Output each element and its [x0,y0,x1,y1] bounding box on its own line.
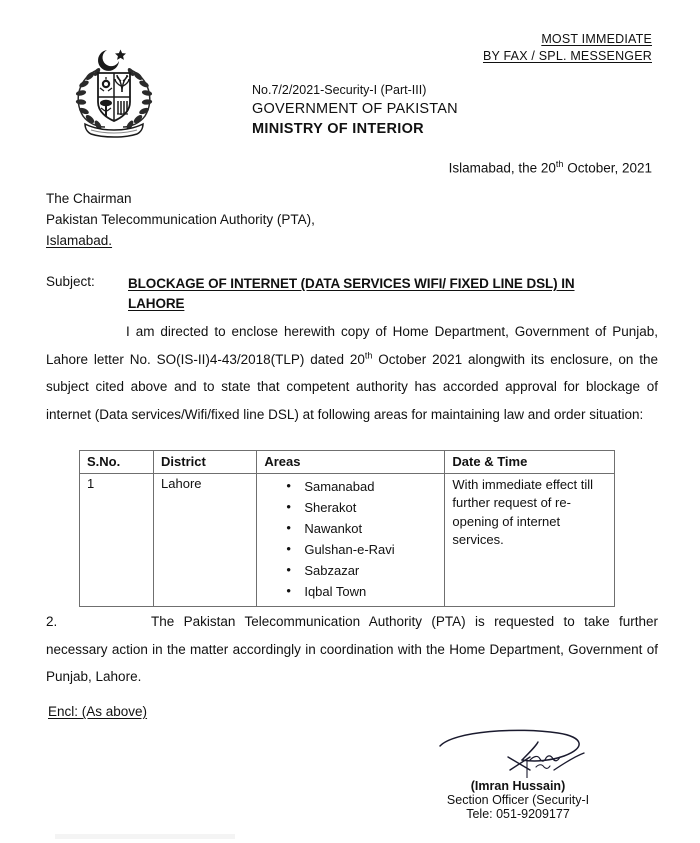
dateline-suffix: October, 2021 [563,160,652,176]
blocked-areas-table [79,450,615,607]
page-edge-artifact [55,834,235,839]
letterhead [252,82,458,139]
state-emblem-of-pakistan-icon [57,26,171,140]
urgency-markings [483,31,652,64]
letter-reference-number: No.7/2/2021-Security-I (Part-III) [252,83,427,97]
signature-block [398,726,638,821]
blocked-areas-table-wrapper [79,450,615,607]
body-paragraph-2 [46,608,658,691]
list-item: • Sherakot [304,497,437,518]
signatory-name: (Imran Hussain) [470,779,566,793]
dateline-ordinal: th [555,159,564,169]
list-item: • Iqbal Town [304,581,437,602]
column-header-district: District [154,451,257,474]
subject-label: Subject: [46,274,95,289]
paragraph-1-part-2: October 2021 alongwith its enclosure, on the subject cited above and to state that competent authority has accorded approval for blockage of internet (Data services/Wifi/fixed line DSL) at following areas for maintaining law and order situation: [46,351,658,423]
cell-datetime: With immediate effect till further request of re-opening of internet services. [445,474,615,607]
handwritten-signature-icon [426,726,611,778]
table-row [80,474,615,607]
list-item: • Sabzazar [304,560,437,581]
column-header-areas: Areas [257,451,445,474]
most-immediate-label: MOST IMMEDIATE [541,32,652,46]
subject-line-2: LAHORE [128,295,185,311]
list-item: • Samanabad [304,476,437,497]
signatory-title: Section Officer (Security-I [446,793,590,807]
dateline [449,159,652,176]
subject-block [46,274,636,313]
paragraph-1-part-1: I am directed to enclose herewith copy of Home Department, Government of Punjab, Lahore letter No. SO(IS-II)4-43/2018(TLP) dated 20 [46,324,658,367]
ministry-name: MINISTRY OF INTERIOR [252,121,424,138]
addressee-block [46,189,315,252]
column-header-datetime: Date & Time [445,451,615,474]
area-list [264,476,437,602]
paragraph-1-ordinal: th [364,350,373,361]
government-name: GOVERNMENT OF PAKISTAN [252,101,458,118]
addressee-line-2: Pakistan Telecommunication Authority (PTA), [46,211,315,227]
cell-sno: 1 [80,474,154,607]
list-item: • Nawankot [304,518,437,539]
by-fax-label: BY FAX / SPL. MESSENGER [482,48,652,63]
enclosure-note: Encl: (As above) [48,704,148,719]
subject-text [128,274,636,313]
addressee-line-1: The Chairman [46,191,132,206]
signatory-telephone: Tele: 051-9209177 [466,807,570,821]
body-paragraph-1 [46,318,658,429]
table-header-row [80,451,615,474]
cell-district: Lahore [154,474,257,607]
column-header-sno: S.No. [80,451,154,474]
cell-areas [257,474,445,607]
list-item: • Gulshan-e-Ravi [304,539,437,560]
addressee-line-3: Islamabad. [46,232,113,248]
subject-line-1: BLOCKAGE OF INTERNET (DATA SERVICES WIFI/ FIXED LINE DSL) IN [128,276,575,291]
paragraph-2-text: The Pakistan Telecommunication Authority (PTA) is requested to take further necessary action in the matter accordingly in coordination with the Home Department, Government of Punjab, Lahore. [46,614,658,685]
dateline-prefix: Islamabad, the 20 [448,160,556,176]
paragraph-2-number: 2. [46,614,58,629]
